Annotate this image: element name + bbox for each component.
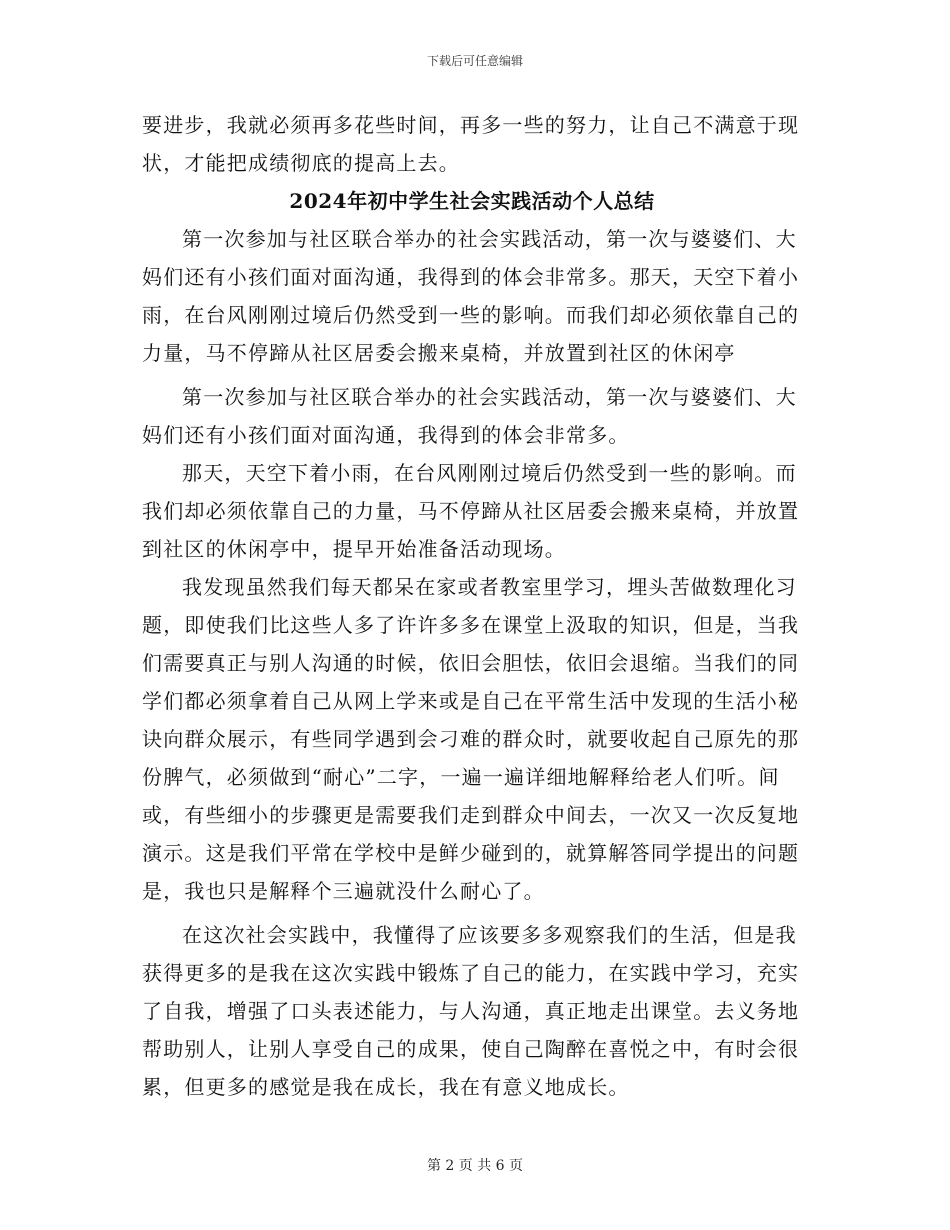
body-paragraph: 第一次参加与社区联合举办的社会实践活动，第一次与婆婆们、大妈们还有小孩们面对面沟通，我得到的体会非常多。那天，天空下着小雨，在台风刚刚过境后仍然受到一些的影响。而我们却必须依靠自己的力量，马不停蹄从社区居委会搬来桌椅，并放置到社区的休闲亭 [142,227,800,365]
document-title: 2024年初中学生社会实践活动个人总结 [289,189,655,213]
body-paragraph: 第一次参加与社区联合举办的社会实践活动，第一次与婆婆们、大妈们还有小孩们面对面沟通，我得到的体会非常多。 [142,385,797,447]
body-paragraph: 那天，天空下着小雨，在台风刚刚过境后仍然受到一些的影响。而我们却必须依靠自己的力量，马不停蹄从社区居委会搬来桌椅，并放置到社区的休闲亭中，提早开始准备活动现场。 [142,461,800,561]
body-paragraph: 在这次社会实践中，我懂得了应该要多多观察我们的生活，但是我获得更多的是我在这次实践中锻炼了自己的能力，在实践中学习，充实了自我，增强了口头表述能力，与人沟通，真正地走出课堂。去义务地帮助别人，让别人享受自己的成果，使自己陶醉在喜悦之中，有时会很累，但更多的感觉是我在成长，我在有意义地成长。 [142,923,800,1099]
continuation-paragraph: 要进步，我就必须再多花些时间，再多一些的努力，让自己不满意于现状，才能把成绩彻底的提高上去。 [142,113,800,175]
body-paragraph: 我发现虽然我们每天都呆在家或者教室里学习，埋头苦做数理化习题，即使我们比这些人多了许许多多在课堂上汲取的知识，但是，当我们需要真正与别人沟通的时候，依旧会胆怯，依旧会退缩。当我们的同学们都必须拿着自己从网上学来或是自己在平常生活中发现的生活小秘诀向群众展示，有些同学遇到会刁难的群众时，就要收起自己原先的那份脾气，必须做到“耐心”二字，一遍一遍详细地解释给老人们听。间或，有些细小的步骤更是需要我们走到群众中间去，一次又一次反复地演示。这是我们平常在学校中是鲜少碰到的，就算解答同学提出的问题是，我也只是解释个三遍就没什么耐心了。 [142,575,800,903]
page-number: 第 2 页 共 6 页 [426,1158,524,1174]
page-header: 下载后可任意编辑 [426,54,523,68]
document-body [142,106,802,1106]
